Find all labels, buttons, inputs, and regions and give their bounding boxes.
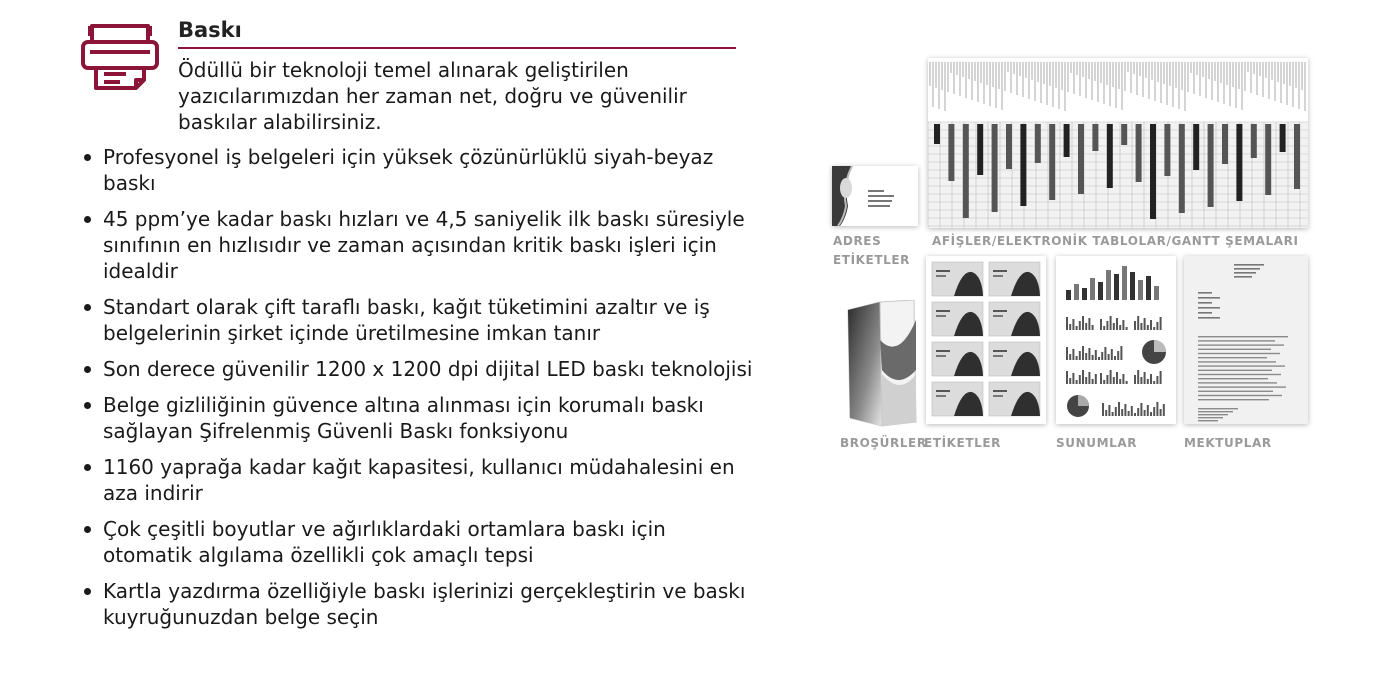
list-item: Profesyonel iş belgeleri için yüksek çözünürlüklü siyah-beyaz baskı xyxy=(78,144,758,196)
list-item: Belge gizliliğinin güvence altına alınması için korumalı baskı sağlayan Şifrelenmiş Güvenli Baskı fonksiyonu xyxy=(78,392,758,444)
intro-paragraph: Ödüllü bir teknoloji temel alınarak geliştirilen yazıcılarımızdan her zaman net, doğru ve güvenilir baskılar alabilirsiniz. xyxy=(178,58,687,134)
sunumlar-caption: SUNUMLAR xyxy=(1056,436,1138,450)
list-item: Kartla yazdırma özelliğiyle baskı işlerinizi gerçekleştirin ve baskı kuyruğunuzdan belge seçin xyxy=(78,578,758,630)
gantt-chart-thumbnail xyxy=(928,58,1308,228)
brosurler-caption: BROŞÜRLER xyxy=(840,436,927,450)
list-item: 45 ppm’ye kadar baskı hızları ve 4,5 saniyelik ilk baskı süresiyle sınıfının en hızlısıdır ve zaman açısından kritik baskı işleri için idealdir xyxy=(78,206,758,284)
labels-sheet-thumbnail xyxy=(926,256,1046,424)
mektuplar-caption: MEKTUPLAR xyxy=(1184,436,1272,450)
bullet-icon xyxy=(84,464,91,471)
section-title: Baskı xyxy=(178,18,242,42)
bullet-icon xyxy=(84,402,91,409)
list-item: 1160 yaprağa kadar kağıt kapasitesi, kullanıcı müdahalesini en aza indirir xyxy=(78,454,758,506)
bullet-icon xyxy=(84,154,91,161)
adres-caption: ADRES ETİKETLER xyxy=(833,234,911,267)
letter-thumbnail xyxy=(1184,256,1308,424)
feature-list xyxy=(78,144,758,640)
list-item: Son derece güvenilir 1200 x 1200 dpi dijital LED baskı teknolojisi xyxy=(78,356,758,382)
title-rule xyxy=(178,47,736,49)
bullet-icon xyxy=(84,588,91,595)
list-item: Çok çeşitli boyutlar ve ağırlıklardaki ortamlara baskı için otomatik algılama özellikli çok amaçlı tepsi xyxy=(78,516,758,568)
etiketler-caption: ETİKETLER xyxy=(924,436,1002,450)
presentations-thumbnail xyxy=(1056,256,1176,424)
afisler-caption: AFİŞLER/ELEKTRONİK TABLOLAR/GANTT ŞEMALARI xyxy=(932,234,1299,248)
list-item: Standart olarak çift taraflı baskı, kağıt tüketimini azaltır ve iş belgelerinin şirket içinde üretilmesine imkan tanır xyxy=(78,294,758,346)
bullet-icon xyxy=(84,304,91,311)
bullet-icon xyxy=(84,216,91,223)
bullet-icon xyxy=(84,366,91,373)
address-label-thumbnail xyxy=(832,166,918,226)
bullet-icon xyxy=(84,526,91,533)
sample-print-gallery xyxy=(826,50,1316,470)
brochure-thumbnail xyxy=(844,300,918,428)
printer-icon xyxy=(80,22,160,94)
